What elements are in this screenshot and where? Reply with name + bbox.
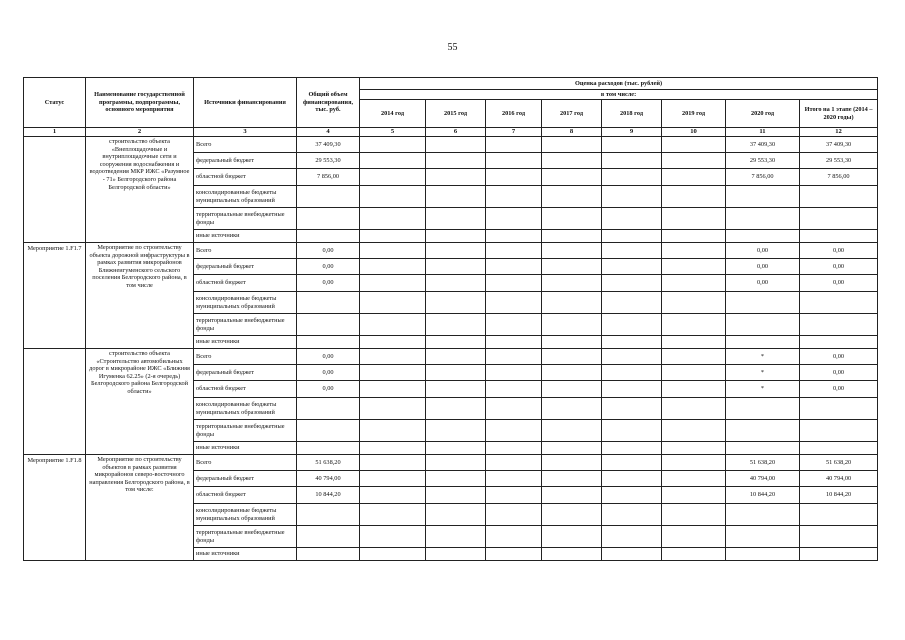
table-row: [24, 349, 878, 365]
row-status: [24, 349, 86, 455]
year-value: [426, 259, 486, 275]
funding-source: областной бюджет: [194, 169, 297, 186]
year-value: [360, 153, 426, 169]
year-value: [542, 455, 602, 471]
year-value: [662, 292, 726, 314]
year-2020-value: [726, 442, 800, 455]
year-value: [360, 526, 426, 548]
year-value: [662, 169, 726, 186]
year-value: [602, 336, 662, 349]
funding-source: иные источники: [194, 442, 297, 455]
year-value: [486, 548, 542, 561]
header-year: 2018 год: [602, 100, 662, 128]
year-value: [662, 243, 726, 259]
stage-total-value: 51 638,20: [800, 455, 878, 471]
year-value: [602, 442, 662, 455]
total-value: 7 856,00: [297, 169, 360, 186]
year-value: [662, 314, 726, 336]
year-2020-value: [726, 336, 800, 349]
row-name: Мероприятие по строительству объекта дорожной инфраструктуры в рамках развития микрорайонов Ближнеигуменского сельского поселения Белгородского района, в том числе: [86, 243, 194, 349]
year-value: [426, 275, 486, 292]
year-value: [486, 381, 542, 398]
funding-source: территориальные внебюджетные фонды: [194, 526, 297, 548]
total-value: [297, 420, 360, 442]
year-value: [602, 420, 662, 442]
year-value: [542, 471, 602, 487]
year-value: [542, 153, 602, 169]
total-value: [297, 548, 360, 561]
total-value: 37 409,30: [297, 137, 360, 153]
year-value: [662, 526, 726, 548]
stage-total-value: [800, 230, 878, 243]
funding-source: Всего: [194, 349, 297, 365]
header-status: Статус: [24, 78, 86, 128]
year-2020-value: [726, 526, 800, 548]
year-value: [602, 365, 662, 381]
year-value: [360, 336, 426, 349]
year-2020-value: [726, 420, 800, 442]
year-2020-value: *: [726, 381, 800, 398]
total-value: 51 638,20: [297, 455, 360, 471]
year-value: [602, 153, 662, 169]
funding-source: консолидированные бюджеты муниципальных образований: [194, 504, 297, 526]
year-value: [542, 292, 602, 314]
year-value: [486, 186, 542, 208]
year-value: [542, 230, 602, 243]
funding-source: федеральный бюджет: [194, 471, 297, 487]
total-value: [297, 526, 360, 548]
year-2020-value: *: [726, 365, 800, 381]
column-number: 12: [800, 128, 878, 137]
funding-source: Всего: [194, 243, 297, 259]
year-value: [662, 455, 726, 471]
year-value: [486, 487, 542, 504]
year-value: [426, 526, 486, 548]
year-2020-value: [726, 548, 800, 561]
year-value: [486, 398, 542, 420]
year-value: [662, 275, 726, 292]
year-value: [542, 365, 602, 381]
year-value: [426, 548, 486, 561]
total-value: 0,00: [297, 275, 360, 292]
year-2020-value: [726, 314, 800, 336]
year-value: [426, 365, 486, 381]
year-value: [360, 169, 426, 186]
year-value: [662, 471, 726, 487]
year-value: [486, 169, 542, 186]
year-2020-value: 10 844,20: [726, 487, 800, 504]
year-value: [662, 349, 726, 365]
stage-total-value: 0,00: [800, 349, 878, 365]
total-value: [297, 442, 360, 455]
year-2020-value: [726, 504, 800, 526]
year-value: [602, 230, 662, 243]
year-value: [486, 292, 542, 314]
stage-total-value: [800, 208, 878, 230]
stage-total-value: [800, 314, 878, 336]
year-value: [602, 548, 662, 561]
year-value: [602, 471, 662, 487]
funding-source: областной бюджет: [194, 381, 297, 398]
year-value: [426, 398, 486, 420]
year-value: [360, 471, 426, 487]
year-2020-value: 29 553,30: [726, 153, 800, 169]
year-value: [426, 471, 486, 487]
year-value: [360, 314, 426, 336]
year-value: [486, 365, 542, 381]
year-value: [602, 398, 662, 420]
page-number: 55: [447, 42, 458, 53]
year-value: [360, 365, 426, 381]
total-value: 0,00: [297, 259, 360, 275]
total-value: [297, 336, 360, 349]
table-row: [24, 243, 878, 259]
year-value: [542, 526, 602, 548]
year-value: [602, 169, 662, 186]
year-value: [426, 504, 486, 526]
year-value: [662, 259, 726, 275]
column-number: 3: [194, 128, 297, 137]
column-number: 2: [86, 128, 194, 137]
header-year: 2017 год: [542, 100, 602, 128]
year-value: [602, 455, 662, 471]
stage-total-value: 0,00: [800, 381, 878, 398]
year-value: [360, 548, 426, 561]
year-value: [542, 259, 602, 275]
year-value: [486, 455, 542, 471]
year-value: [662, 381, 726, 398]
year-value: [542, 243, 602, 259]
year-value: [360, 186, 426, 208]
funding-source: федеральный бюджет: [194, 365, 297, 381]
column-number: 11: [726, 128, 800, 137]
budget-table: [23, 77, 878, 561]
year-value: [486, 442, 542, 455]
year-value: [542, 349, 602, 365]
total-value: [297, 504, 360, 526]
year-value: [426, 455, 486, 471]
year-value: [602, 526, 662, 548]
year-value: [360, 243, 426, 259]
year-value: [426, 137, 486, 153]
year-value: [602, 208, 662, 230]
year-value: [426, 208, 486, 230]
total-value: 40 794,00: [297, 471, 360, 487]
header-year: 2016 год: [486, 100, 542, 128]
stage-total-value: [800, 548, 878, 561]
total-value: [297, 186, 360, 208]
funding-source: консолидированные бюджеты муниципальных образований: [194, 186, 297, 208]
year-value: [426, 153, 486, 169]
year-2020-value: [726, 398, 800, 420]
year-value: [662, 153, 726, 169]
year-value: [486, 471, 542, 487]
year-value: [360, 230, 426, 243]
column-number: 6: [426, 128, 486, 137]
year-value: [486, 504, 542, 526]
header-name: Наименование государственной программы, подпрограммы, основного мероприятия: [86, 78, 194, 128]
year-value: [662, 230, 726, 243]
year-value: [602, 292, 662, 314]
year-value: [426, 420, 486, 442]
total-value: 29 553,30: [297, 153, 360, 169]
year-value: [662, 548, 726, 561]
stage-total-value: 37 409,30: [800, 137, 878, 153]
column-number: 10: [662, 128, 726, 137]
stage-total-value: [800, 442, 878, 455]
row-name: строительство объекта «Внеплощадочные и внутриплощадочные сети и сооружения водоснабжения и водоотведения МКР ИЖС «Разумное - 71» Белгородского района Белгородской области»: [86, 137, 194, 243]
header-total: Общий объем финансирования, тыс. руб.: [297, 78, 360, 128]
year-value: [486, 526, 542, 548]
stage-total-value: 0,00: [800, 365, 878, 381]
total-value: 0,00: [297, 243, 360, 259]
year-value: [602, 186, 662, 208]
year-value: [360, 137, 426, 153]
year-2020-value: 40 794,00: [726, 471, 800, 487]
year-value: [542, 381, 602, 398]
year-2020-value: 51 638,20: [726, 455, 800, 471]
total-value: [297, 398, 360, 420]
year-value: [360, 455, 426, 471]
funding-source: федеральный бюджет: [194, 259, 297, 275]
stage-total-value: [800, 526, 878, 548]
stage-total-value: [800, 186, 878, 208]
total-value: [297, 314, 360, 336]
year-2020-value: 0,00: [726, 243, 800, 259]
year-value: [602, 504, 662, 526]
year-value: [360, 349, 426, 365]
year-value: [542, 186, 602, 208]
year-value: [602, 487, 662, 504]
header-year: 2019 год: [662, 100, 726, 128]
column-number: 1: [24, 128, 86, 137]
year-value: [426, 314, 486, 336]
total-value: [297, 208, 360, 230]
year-value: [542, 504, 602, 526]
stage-total-value: 0,00: [800, 243, 878, 259]
year-value: [426, 336, 486, 349]
year-value: [360, 504, 426, 526]
year-value: [486, 230, 542, 243]
year-value: [662, 208, 726, 230]
year-value: [486, 208, 542, 230]
funding-source: областной бюджет: [194, 487, 297, 504]
year-value: [662, 365, 726, 381]
year-value: [426, 292, 486, 314]
year-value: [602, 243, 662, 259]
year-value: [662, 487, 726, 504]
year-value: [542, 487, 602, 504]
funding-source: территориальные внебюджетные фонды: [194, 208, 297, 230]
row-status: [24, 137, 86, 243]
year-value: [426, 169, 486, 186]
funding-source: областной бюджет: [194, 275, 297, 292]
funding-source: территориальные внебюджетные фонды: [194, 420, 297, 442]
year-value: [426, 243, 486, 259]
year-2020-value: 0,00: [726, 275, 800, 292]
stage-total-value: 7 856,00: [800, 169, 878, 186]
funding-source: Всего: [194, 455, 297, 471]
row-status: Мероприятие 1.F1.8: [24, 455, 86, 561]
year-value: [486, 420, 542, 442]
year-value: [662, 137, 726, 153]
total-value: 10 844,20: [297, 487, 360, 504]
year-value: [486, 275, 542, 292]
funding-source: территориальные внебюджетные фонды: [194, 314, 297, 336]
year-2020-value: 7 856,00: [726, 169, 800, 186]
stage-total-value: 0,00: [800, 259, 878, 275]
year-value: [486, 349, 542, 365]
year-value: [662, 336, 726, 349]
year-2020-value: [726, 208, 800, 230]
funding-source: Всего: [194, 137, 297, 153]
year-value: [542, 442, 602, 455]
header-estimate: Оценка расходов (тыс. рублей): [360, 78, 878, 90]
year-2020-value: *: [726, 349, 800, 365]
year-value: [486, 259, 542, 275]
year-2020-value: 37 409,30: [726, 137, 800, 153]
year-value: [360, 398, 426, 420]
stage-total-value: 29 553,30: [800, 153, 878, 169]
year-value: [602, 349, 662, 365]
year-value: [360, 420, 426, 442]
year-value: [542, 137, 602, 153]
year-value: [426, 349, 486, 365]
column-number: 4: [297, 128, 360, 137]
header-sources: Источники финансирования: [194, 78, 297, 128]
year-value: [542, 169, 602, 186]
funding-source: иные источники: [194, 336, 297, 349]
funding-source: федеральный бюджет: [194, 153, 297, 169]
year-2020-value: [726, 292, 800, 314]
year-value: [542, 548, 602, 561]
year-value: [662, 398, 726, 420]
year-value: [360, 292, 426, 314]
year-value: [602, 381, 662, 398]
year-value: [486, 336, 542, 349]
year-value: [426, 442, 486, 455]
stage-total-value: [800, 336, 878, 349]
column-number: 8: [542, 128, 602, 137]
row-name: Мероприятие по строительству объектов в рамках развития микрорайонов северо-восточного направления Белгородского района, в том числе:: [86, 455, 194, 561]
table-body: [24, 137, 878, 561]
year-value: [486, 137, 542, 153]
funding-source: консолидированные бюджеты муниципальных образований: [194, 292, 297, 314]
total-value: 0,00: [297, 349, 360, 365]
total-value: [297, 230, 360, 243]
stage-total-value: 10 844,20: [800, 487, 878, 504]
year-value: [662, 186, 726, 208]
year-value: [486, 153, 542, 169]
stage-total-value: [800, 420, 878, 442]
year-value: [360, 381, 426, 398]
header-year: 2020 год: [726, 100, 800, 128]
total-value: [297, 292, 360, 314]
header-year: 2015 год: [426, 100, 486, 128]
row-name: строительство объекта «Строительство автомобильных дорог в микрорайоне ИЖС «Ближняя Игуменка 62.25» (2-я очередь) Белгородского района Белгородской области»: [86, 349, 194, 455]
row-status: Мероприятие 1.F1.7: [24, 243, 86, 349]
year-2020-value: [726, 186, 800, 208]
column-number: 9: [602, 128, 662, 137]
year-value: [360, 442, 426, 455]
header-including: в том числе:: [360, 90, 878, 100]
year-value: [426, 186, 486, 208]
year-value: [360, 208, 426, 230]
year-value: [542, 336, 602, 349]
year-value: [602, 275, 662, 292]
funding-source: иные источники: [194, 230, 297, 243]
year-2020-value: [726, 230, 800, 243]
year-value: [426, 230, 486, 243]
year-value: [662, 504, 726, 526]
year-value: [662, 420, 726, 442]
stage-total-value: [800, 504, 878, 526]
year-2020-value: 0,00: [726, 259, 800, 275]
funding-source: консолидированные бюджеты муниципальных образований: [194, 398, 297, 420]
year-value: [602, 259, 662, 275]
stage-total-value: [800, 398, 878, 420]
header-year: Итого на 1 этапе (2014 – 2020 годы): [800, 100, 878, 128]
year-value: [542, 420, 602, 442]
year-value: [662, 442, 726, 455]
stage-total-value: 40 794,00: [800, 471, 878, 487]
year-value: [542, 275, 602, 292]
year-value: [360, 487, 426, 504]
table-row: [24, 137, 878, 153]
stage-total-value: 0,00: [800, 275, 878, 292]
stage-total-value: [800, 292, 878, 314]
column-number: 5: [360, 128, 426, 137]
year-value: [602, 314, 662, 336]
year-value: [602, 137, 662, 153]
year-value: [486, 243, 542, 259]
year-value: [360, 259, 426, 275]
total-value: 0,00: [297, 381, 360, 398]
year-value: [486, 314, 542, 336]
header-year: 2014 год: [360, 100, 426, 128]
funding-source: иные источники: [194, 548, 297, 561]
year-value: [360, 275, 426, 292]
column-number: 7: [486, 128, 542, 137]
table-row: [24, 455, 878, 471]
year-value: [542, 314, 602, 336]
year-value: [426, 487, 486, 504]
year-value: [542, 398, 602, 420]
year-value: [542, 208, 602, 230]
year-value: [426, 381, 486, 398]
total-value: 0,00: [297, 365, 360, 381]
